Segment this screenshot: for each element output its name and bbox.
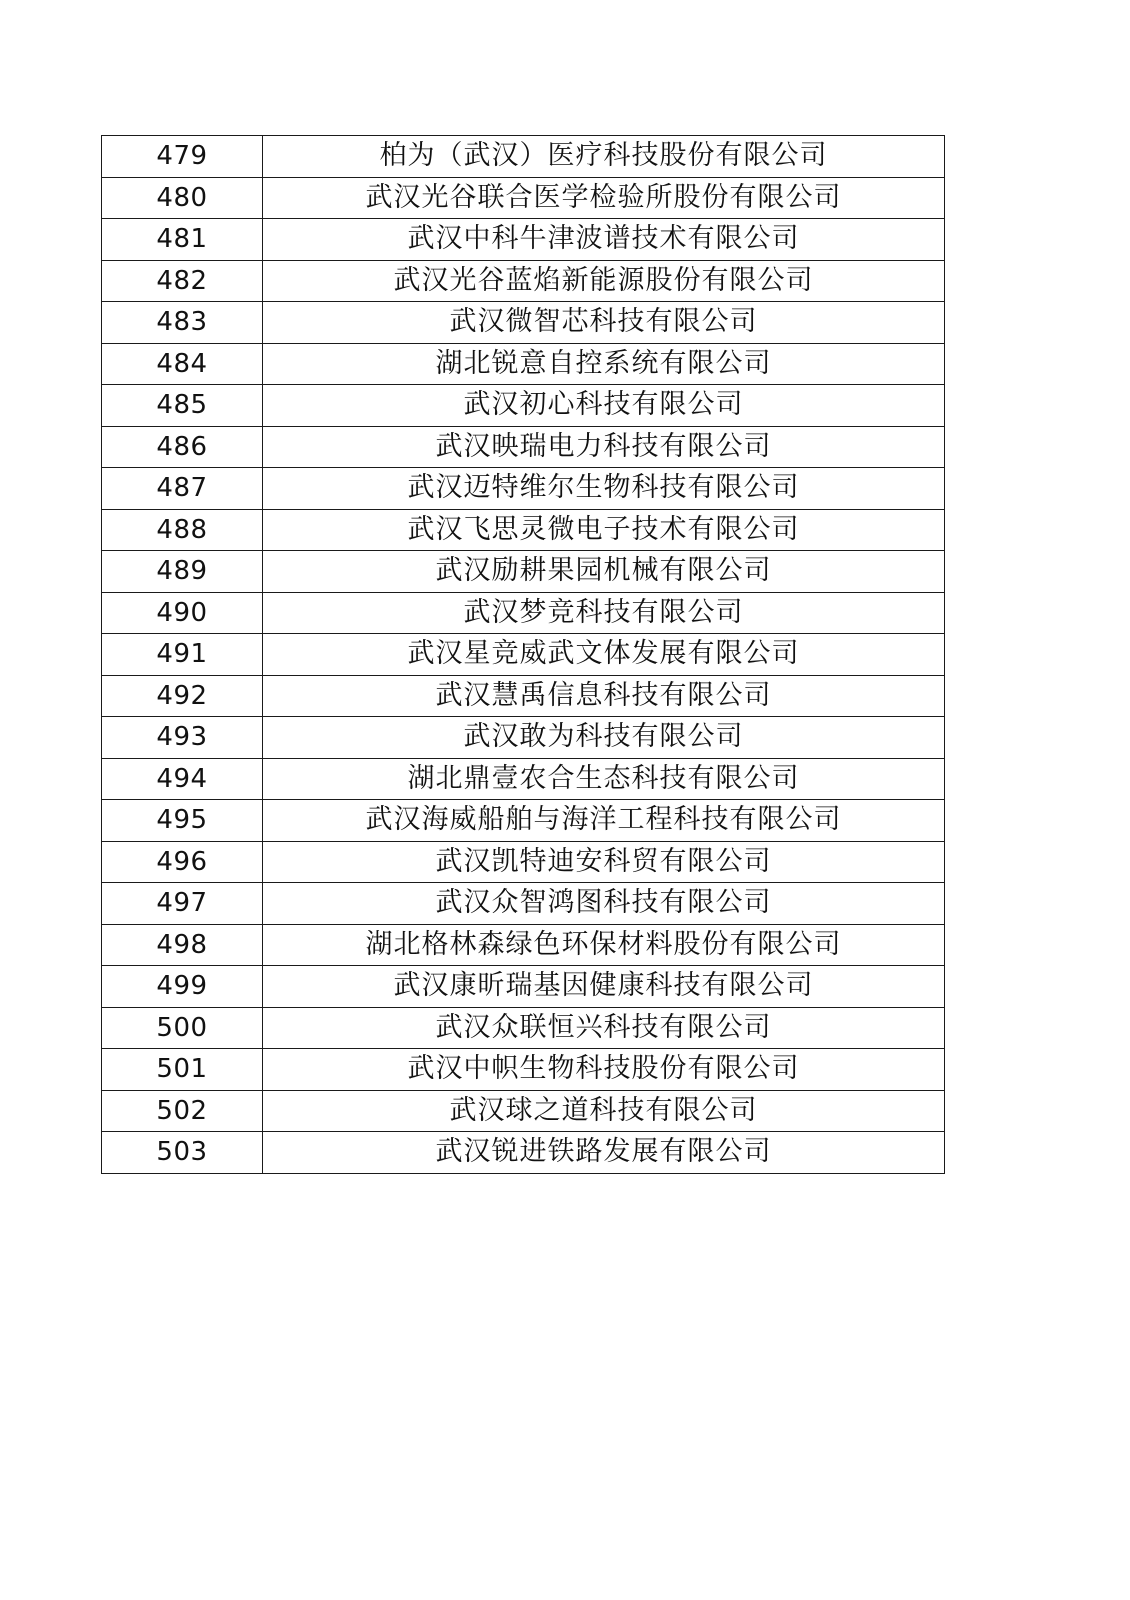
row-number: 485 bbox=[102, 385, 263, 427]
table-row bbox=[102, 592, 945, 634]
company-name: 武汉众智鸿图科技有限公司 bbox=[263, 883, 945, 925]
row-number: 484 bbox=[102, 343, 263, 385]
company-name: 武汉微智芯科技有限公司 bbox=[263, 302, 945, 344]
table-row bbox=[102, 260, 945, 302]
row-number: 503 bbox=[102, 1132, 263, 1174]
table-row bbox=[102, 426, 945, 468]
company-name: 武汉星竞威武文体发展有限公司 bbox=[263, 634, 945, 676]
row-number: 498 bbox=[102, 924, 263, 966]
table-row bbox=[102, 1049, 945, 1091]
row-number: 495 bbox=[102, 800, 263, 842]
table-row bbox=[102, 385, 945, 427]
table-row bbox=[102, 468, 945, 510]
row-number: 483 bbox=[102, 302, 263, 344]
company-name: 武汉海威船舶与海洋工程科技有限公司 bbox=[263, 800, 945, 842]
company-name: 武汉初心科技有限公司 bbox=[263, 385, 945, 427]
row-number: 488 bbox=[102, 509, 263, 551]
company-name: 武汉众联恒兴科技有限公司 bbox=[263, 1007, 945, 1049]
company-name: 武汉光谷联合医学检验所股份有限公司 bbox=[263, 177, 945, 219]
row-number: 492 bbox=[102, 675, 263, 717]
row-number: 490 bbox=[102, 592, 263, 634]
table-row bbox=[102, 800, 945, 842]
company-name: 武汉梦竞科技有限公司 bbox=[263, 592, 945, 634]
row-number: 491 bbox=[102, 634, 263, 676]
company-name: 湖北格林森绿色环保材料股份有限公司 bbox=[263, 924, 945, 966]
table-row bbox=[102, 758, 945, 800]
company-name: 武汉锐进铁路发展有限公司 bbox=[263, 1132, 945, 1174]
company-name: 武汉康昕瑞基因健康科技有限公司 bbox=[263, 966, 945, 1008]
table-row bbox=[102, 1007, 945, 1049]
row-number: 489 bbox=[102, 551, 263, 593]
table-row bbox=[102, 177, 945, 219]
table-row bbox=[102, 509, 945, 551]
table-row bbox=[102, 883, 945, 925]
row-number: 487 bbox=[102, 468, 263, 510]
row-number: 482 bbox=[102, 260, 263, 302]
table-row bbox=[102, 343, 945, 385]
row-number: 493 bbox=[102, 717, 263, 759]
table-row bbox=[102, 302, 945, 344]
row-number: 502 bbox=[102, 1090, 263, 1132]
company-name: 武汉励耕果园机械有限公司 bbox=[263, 551, 945, 593]
table-row bbox=[102, 924, 945, 966]
company-name: 湖北鼎壹农合生态科技有限公司 bbox=[263, 758, 945, 800]
company-name: 武汉凯特迪安科贸有限公司 bbox=[263, 841, 945, 883]
table-row bbox=[102, 675, 945, 717]
company-name: 武汉光谷蓝焰新能源股份有限公司 bbox=[263, 260, 945, 302]
table-row bbox=[102, 717, 945, 759]
table-row bbox=[102, 634, 945, 676]
company-name: 武汉慧禹信息科技有限公司 bbox=[263, 675, 945, 717]
row-number: 500 bbox=[102, 1007, 263, 1049]
company-list-body bbox=[102, 136, 945, 1174]
table-row bbox=[102, 1090, 945, 1132]
company-name: 武汉迈特维尔生物科技有限公司 bbox=[263, 468, 945, 510]
table-row bbox=[102, 1132, 945, 1174]
row-number: 497 bbox=[102, 883, 263, 925]
table-row bbox=[102, 841, 945, 883]
row-number: 499 bbox=[102, 966, 263, 1008]
company-name: 柏为（武汉）医疗科技股份有限公司 bbox=[263, 136, 945, 178]
row-number: 479 bbox=[102, 136, 263, 178]
company-name: 武汉球之道科技有限公司 bbox=[263, 1090, 945, 1132]
row-number: 494 bbox=[102, 758, 263, 800]
row-number: 496 bbox=[102, 841, 263, 883]
company-name: 武汉中科牛津波谱技术有限公司 bbox=[263, 219, 945, 261]
row-number: 486 bbox=[102, 426, 263, 468]
row-number: 480 bbox=[102, 177, 263, 219]
table-row bbox=[102, 551, 945, 593]
company-list-table bbox=[101, 135, 945, 1174]
company-name: 湖北锐意自控系统有限公司 bbox=[263, 343, 945, 385]
company-name: 武汉飞思灵微电子技术有限公司 bbox=[263, 509, 945, 551]
table-row bbox=[102, 966, 945, 1008]
company-name: 武汉映瑞电力科技有限公司 bbox=[263, 426, 945, 468]
company-name: 武汉中帜生物科技股份有限公司 bbox=[263, 1049, 945, 1091]
row-number: 481 bbox=[102, 219, 263, 261]
company-name: 武汉敢为科技有限公司 bbox=[263, 717, 945, 759]
table-row bbox=[102, 136, 945, 178]
row-number: 501 bbox=[102, 1049, 263, 1091]
table-row bbox=[102, 219, 945, 261]
